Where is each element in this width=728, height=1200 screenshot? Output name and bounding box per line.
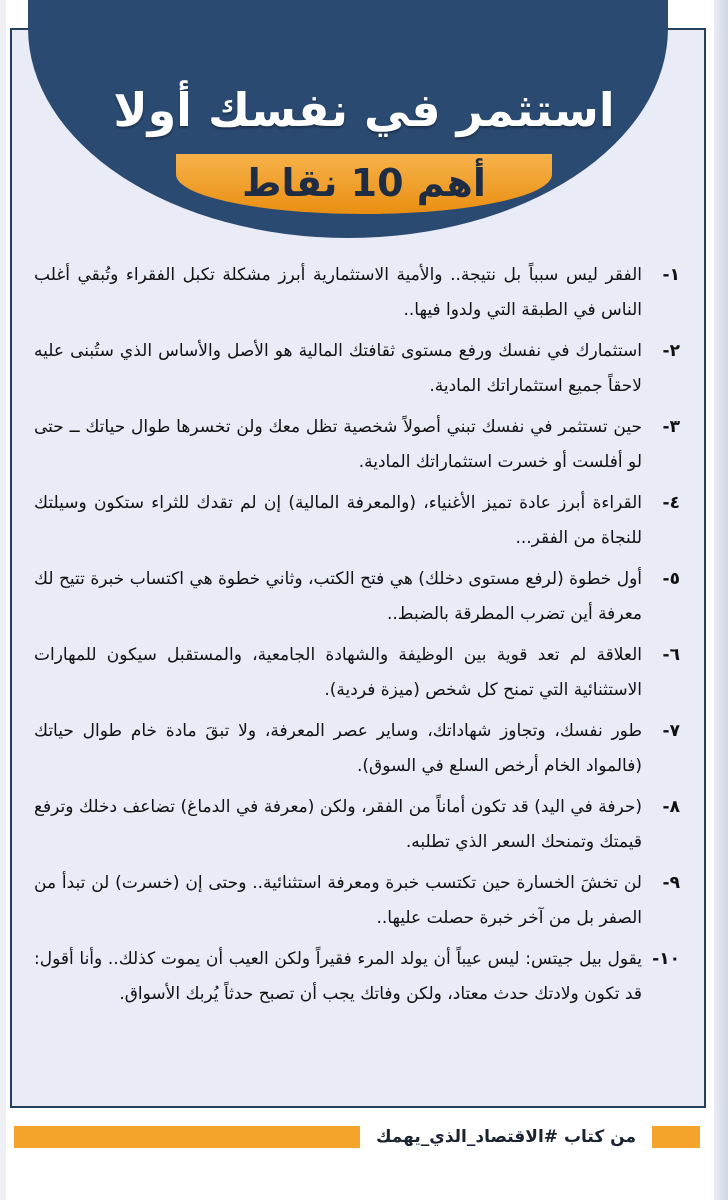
item-text: (حرفة في اليد) قد تكون أماناً من الفقر، ولكن (معرفة في الدماغ) تضاعف دخلك وترفع قيمتك وتمنحك السعر الذي تطلبه.: [34, 797, 642, 852]
points-list: [34, 258, 680, 1018]
item-text: يقول بيل جيتس: ليس عيباً أن يولد المرء فقيراً ولكن العيب أن يموت كذلك.. وأنا أقول: قد تكون ولادتك حدث معتاد، ولكن وفاتك يجب أن تصبح حدثاً يُربك الأسواق.: [34, 949, 642, 1004]
item-text: أول خطوة (لرفع مستوى دخلك) هي فتح الكتب، وثاني خطوة هي اكتساب خبرة تتيح لك معرفة أين تضرب المطرقة بالضبط..: [34, 569, 642, 624]
page-edge-left: [0, 0, 6, 1200]
item-number: ٤-: [662, 493, 680, 513]
item-number: ١٠-: [652, 949, 680, 969]
item-text: استثمارك في نفسك ورفع مستوى ثقافتك المالية هو الأصل والأساس الذي ستُبنى عليه لاحقاً جميع استثماراتك المادية.: [34, 341, 642, 396]
footer-source: من كتاب #الاقتصاد_الذي_يهمك: [360, 1117, 652, 1157]
list-item: [34, 334, 680, 404]
list-item: [34, 410, 680, 480]
page-subtitle: أهم 10 نقاط: [242, 161, 486, 205]
item-number: ٢-: [662, 341, 680, 361]
item-number: ٩-: [662, 873, 680, 893]
list-item: [34, 638, 680, 708]
item-number: ٧-: [662, 721, 680, 741]
list-item: [34, 486, 680, 556]
list-item: [34, 942, 680, 1012]
list-item: [34, 562, 680, 632]
list-item: [34, 258, 680, 328]
item-number: ٨-: [662, 797, 680, 817]
item-number: ٣-: [662, 417, 680, 437]
item-text: القراءة أبرز عادة تميز الأغنياء، (والمعرفة المالية) إن لم تقدك للثراء ستكون وسيلتك للنجاة من الفقر...: [34, 493, 642, 548]
list-item: [34, 790, 680, 860]
list-item: [34, 866, 680, 936]
item-number: ٦-: [662, 645, 680, 665]
item-text: لن تخشَ الخسارة حين تكتسب خبرة ومعرفة استثنائية.. وحتى إن (خسرت) لن تبدأ من الصفر بل من آخر خبرة حصلت عليها..: [34, 873, 642, 928]
item-text: الفقر ليس سبباً بل نتيجة.. والأمية الاستثمارية أبرز مشكلة تكبل الفقراء وتُبقي أغلب الناس في الطبقة التي ولدوا فيها..: [34, 265, 642, 320]
page-edge-right: [714, 0, 728, 1200]
list-item: [34, 714, 680, 784]
item-text: العلاقة لم تعد قوية بين الوظيفة والشهادة الجامعية، والمستقبل سيكون للمهارات الاستثنائية التي تمنح كل شخص (ميزة فردية).: [34, 645, 642, 700]
item-text: طور نفسك، وتجاوز شهاداتك، وساير عصر المعرفة، ولا تبقَ مادة خام طوال حياتك (فالمواد الخام أرخص السلع في السوق).: [34, 721, 642, 776]
page-title: استثمر في نفسك أولا: [113, 83, 615, 137]
item-number: ١-: [662, 265, 680, 285]
item-text: حين تستثمر في نفسك تبني أصولاً شخصية تظل معك ولن تخسرها طوال حياتك ــ حتى لو أفلست أو خسرت استثماراتك المادية.: [34, 417, 642, 472]
item-number: ٥-: [662, 569, 680, 589]
